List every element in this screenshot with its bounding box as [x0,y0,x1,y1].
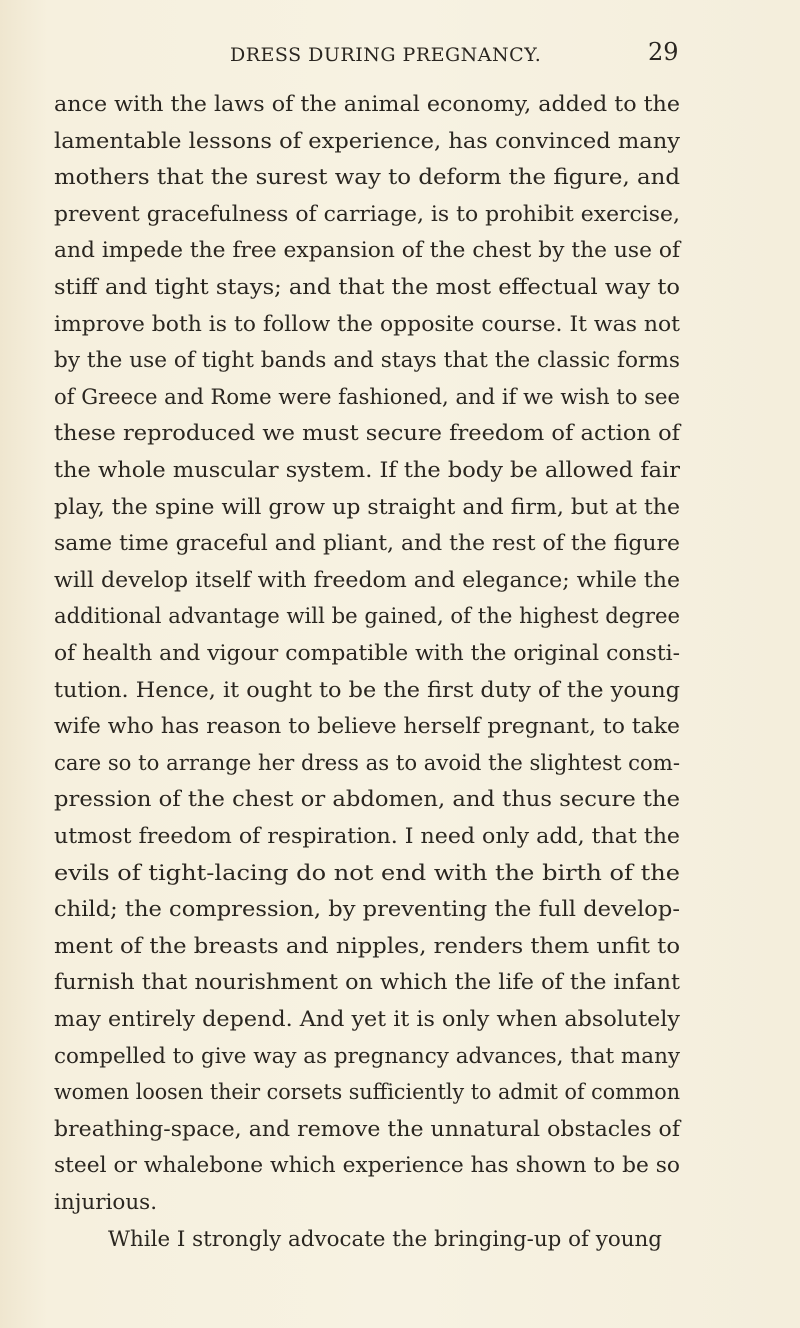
text-line: the whole muscular system. If the body be allowed fair [54,458,680,483]
text-line: additional advantage will be gained, of the highest degree [54,604,680,630]
text-line: may entirely depend. And yet it is only when absolutely [54,1007,680,1032]
text-line: utmost freedom of respiration. I need only add, that the [54,824,680,849]
running-head [0,38,800,78]
text-line: these reproduced we must secure freedom of action of [54,421,680,447]
text-line: ment of the breasts and nipples, renders them unfit to [54,933,681,959]
text-line: furnish that nourishment on which the life of the infant [54,970,680,996]
text-line: improve both is to follow the opposite course. It was not [54,311,680,337]
page-number: 29 [648,38,679,66]
text-line: tution. Hence, it ought to be the first duty of the young [54,677,680,703]
text-line: by the use of tight bands and stays that the classic forms [54,348,680,374]
text-line: play, the spine will grow up straight and firm, but at the [54,494,680,520]
text-line: pression of the chest or abdomen, and thus secure the [54,787,680,813]
text-line: stiff and tight stays; and that the most effectual way to [54,275,680,300]
text-line: injurious. [54,1190,158,1215]
text-line: lamentable lessons of experience, has convinced many [54,128,680,154]
text-line: will develop itself with freedom and elegance; while the [54,567,680,593]
text-line: prevent gracefulness of carriage, is to prohibit exercise, [54,201,680,227]
text-line: breathing-space, and remove the unnatural obstacles of [54,1116,680,1142]
running-title: DRESS DURING PREGNANCY. [230,44,542,66]
text-line: women loosen their corsets sufficiently to admit of common [54,1080,680,1106]
text-line: of Greece and Rome were fashioned, and if we wish to see [54,384,680,410]
text-line: evils of tight-lacing do not end with the birth of the [54,860,680,886]
text-line: child; the compression, by preventing the full develop- [54,897,680,923]
text-line: While I strongly advocate the bringing-up of young [108,1226,662,1252]
text-line: same time graceful and pliant, and the rest of the figure [54,531,680,557]
text-line: mothers that the surest way to deform the figure, and [54,165,680,191]
text-line: care so to arrange her dress as to avoid the slightest com- [54,750,680,776]
text-line: compelled to give way as pregnancy advances, that many [54,1043,680,1069]
text-line: wife who has reason to believe herself pregnant, to take [54,714,680,740]
text-line: of health and vigour compatible with the original consti- [54,641,680,666]
text-line: and impede the free expansion of the chest by the use of [54,238,680,264]
text-line: ance with the laws of the animal economy, added to the [54,92,680,117]
text-line: steel or whalebone which experience has shown to be so [54,1153,681,1179]
